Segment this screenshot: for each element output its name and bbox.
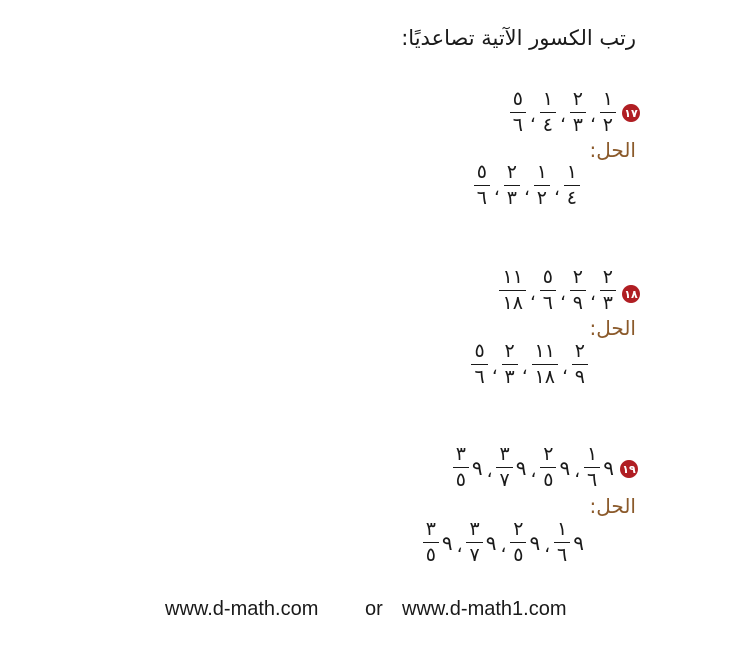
denominator: ٢ — [534, 185, 550, 208]
numerator: ٥ — [512, 88, 523, 110]
denominator: ٣ — [570, 112, 586, 135]
denominator: ١٨ — [532, 364, 558, 387]
numerator: ١ — [536, 161, 547, 183]
denominator: ٣ — [504, 185, 520, 208]
numerator: ١ — [587, 443, 598, 465]
numerator: ١١ — [502, 266, 523, 288]
whole-part: ٩ — [515, 455, 527, 480]
numerator: ١ — [542, 88, 553, 110]
denominator: ٥ — [423, 542, 439, 565]
fraction — [540, 268, 556, 313]
fraction — [584, 445, 600, 490]
fraction — [502, 342, 518, 387]
mixed-number — [600, 268, 616, 313]
denominator: ٣ — [502, 364, 518, 387]
fraction-separator: ، — [574, 461, 581, 482]
whole-part: ٩ — [471, 455, 483, 480]
fraction — [572, 342, 588, 387]
fraction-separator: ، — [589, 106, 596, 127]
numerator: ٢ — [543, 443, 554, 465]
numerator: ٥ — [474, 340, 485, 362]
mixed-number — [570, 268, 586, 313]
mixed-number — [502, 342, 518, 387]
numerator: ١١ — [534, 340, 555, 362]
whole-part: ٩ — [441, 530, 453, 555]
fraction — [510, 520, 526, 565]
mixed-number — [540, 90, 556, 135]
mixed-number — [499, 268, 525, 313]
question-fractions — [499, 268, 616, 313]
mixed-number — [572, 342, 588, 387]
numerator: ١ — [602, 88, 613, 110]
mixed-number — [474, 163, 490, 208]
fraction-separator: ، — [559, 106, 566, 127]
fraction-separator: ، — [500, 536, 507, 557]
fraction-separator: ، — [521, 358, 528, 379]
fraction-separator: ، — [561, 358, 568, 379]
mixed-number — [584, 445, 614, 490]
fraction-separator: ، — [523, 179, 530, 200]
fraction — [570, 90, 586, 135]
question-fractions — [510, 90, 616, 135]
numerator: ٣ — [455, 443, 466, 465]
solution-label: الحل: — [589, 316, 636, 340]
fraction — [532, 342, 558, 387]
denominator: ٤ — [540, 112, 556, 135]
fraction — [453, 445, 469, 490]
mixed-number — [496, 445, 526, 490]
fraction — [600, 268, 616, 313]
numerator: ٣ — [499, 443, 510, 465]
whole-part: ٩ — [559, 455, 571, 480]
whole-part: ٩ — [485, 530, 497, 555]
fraction — [499, 268, 525, 313]
numerator: ١ — [566, 161, 577, 183]
answer-fractions — [474, 163, 580, 208]
denominator: ٥ — [453, 467, 469, 490]
mixed-number — [510, 520, 540, 565]
denominator: ٧ — [466, 542, 482, 565]
solution-label: الحل: — [589, 138, 636, 162]
fraction — [496, 445, 512, 490]
problem-number-badge: ١٩ — [620, 460, 638, 478]
denominator: ٣ — [600, 290, 616, 313]
solution-label: الحل: — [589, 494, 636, 518]
denominator: ٦ — [510, 112, 526, 135]
footer-link-d-math[interactable]: www.d-math.com — [165, 598, 319, 620]
page-title: رتب الكسور الآتية تصاعديًا: — [401, 26, 636, 50]
fraction — [600, 90, 616, 135]
fraction-separator: ، — [589, 284, 596, 305]
numerator: ٢ — [572, 88, 583, 110]
numerator: ٢ — [602, 266, 613, 288]
fraction-separator: ، — [529, 284, 536, 305]
whole-part: ٩ — [603, 455, 614, 480]
mixed-number — [466, 520, 496, 565]
fraction-separator: ، — [553, 179, 560, 200]
mixed-number — [534, 163, 550, 208]
mixed-number — [540, 268, 556, 313]
denominator: ٢ — [600, 112, 616, 135]
problem-number-badge: ١٧ — [622, 104, 640, 122]
mixed-number — [510, 90, 526, 135]
mixed-number — [423, 520, 453, 565]
fraction — [474, 163, 490, 208]
fraction — [540, 90, 556, 135]
fraction-separator: ، — [530, 461, 537, 482]
mixed-number — [453, 445, 483, 490]
denominator: ٧ — [496, 467, 512, 490]
denominator: ٦ — [554, 542, 570, 565]
fraction-separator: ، — [529, 106, 536, 127]
denominator: ٦ — [471, 364, 487, 387]
mixed-number — [600, 90, 616, 135]
footer-link-d-math1[interactable]: www.d-math1.com — [402, 598, 567, 620]
fraction — [471, 342, 487, 387]
fraction — [540, 445, 556, 490]
denominator: ٤ — [564, 185, 580, 208]
fraction-separator: ، — [456, 536, 463, 557]
numerator: ٥ — [542, 266, 553, 288]
fraction-separator: ، — [544, 536, 551, 557]
fraction — [564, 163, 580, 208]
question-fractions — [453, 445, 614, 490]
denominator: ١٨ — [499, 290, 525, 313]
numerator: ١ — [557, 518, 568, 540]
fraction — [423, 520, 439, 565]
whole-part: ٩ — [573, 530, 584, 555]
denominator: ٦ — [584, 467, 600, 490]
whole-part: ٩ — [529, 530, 541, 555]
problem-number-badge: ١٨ — [622, 285, 640, 303]
fraction — [504, 163, 520, 208]
denominator: ٥ — [510, 542, 526, 565]
fraction — [570, 268, 586, 313]
mixed-number — [570, 90, 586, 135]
denominator: ٩ — [570, 290, 586, 313]
numerator: ٢ — [574, 340, 585, 362]
denominator: ٦ — [474, 185, 490, 208]
mixed-number — [504, 163, 520, 208]
fraction-separator: ، — [493, 179, 500, 200]
numerator: ٢ — [572, 266, 583, 288]
numerator: ٣ — [469, 518, 480, 540]
fraction-separator: ، — [486, 461, 493, 482]
answer-fractions — [423, 520, 584, 565]
mixed-number — [564, 163, 580, 208]
fraction — [534, 163, 550, 208]
mixed-number — [540, 445, 570, 490]
footer-or-text: or — [365, 598, 383, 620]
mixed-number — [532, 342, 558, 387]
fraction — [510, 90, 526, 135]
fraction — [554, 520, 570, 565]
answer-fractions — [471, 342, 588, 387]
mixed-number — [471, 342, 487, 387]
numerator: ٥ — [476, 161, 487, 183]
numerator: ٢ — [513, 518, 524, 540]
denominator: ٦ — [540, 290, 556, 313]
numerator: ٣ — [425, 518, 436, 540]
numerator: ٢ — [506, 161, 517, 183]
mixed-number — [554, 520, 584, 565]
numerator: ٢ — [504, 340, 515, 362]
denominator: ٩ — [572, 364, 588, 387]
fraction-separator: ، — [559, 284, 566, 305]
denominator: ٥ — [540, 467, 556, 490]
fraction — [466, 520, 482, 565]
fraction-separator: ، — [491, 358, 498, 379]
